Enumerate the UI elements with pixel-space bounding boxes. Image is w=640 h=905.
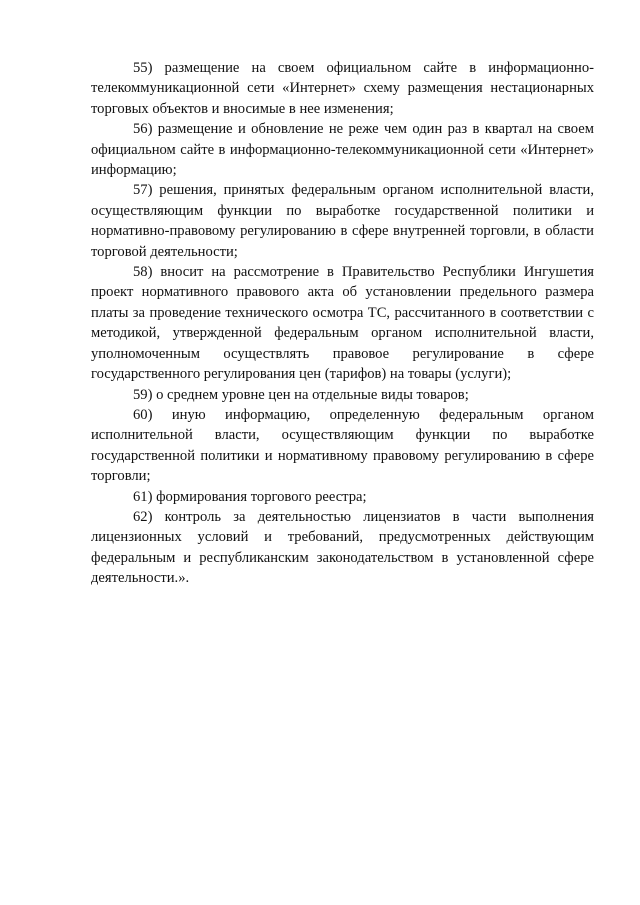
paragraph-item-61: 61) формирования торгового реестра;: [133, 488, 367, 505]
paragraph-item-60: 60) иную информацию, определенную федеральным органом исполнительной власти, осуществляющим функции по выработке государственной политики и нормативному правовому регулированию в сфере торговли;: [91, 406, 594, 485]
document-body: [91, 58, 594, 589]
paragraph-item-57: 57) решения, принятых федеральным органом исполнительной власти, осуществляющим функции по выработке государственной политики и нормативно-правовому регулированию в сфере внутренней торговли, в области торговой деятельности;: [91, 182, 594, 260]
paragraph-item-58: 58) вносит на рассмотрение в Правительство Республики Ингушетия проект нормативного правового акта об установлении предельного размера платы за проведение технического осмотра ТС, рассчитанного в соответствии с методикой, утвержденной федеральным органом исполнительной власти, уполномоченным осуществлять правовое регулирование в сфере государственного регулирования цен (тарифов) на товары (услуги);: [91, 264, 594, 383]
paragraph-item-56: 56) размещение и обновление не реже чем один раз в квартал на своем официальном сайте в информационно-телекоммуникационной сети «Интернет» информацию;: [91, 121, 594, 179]
paragraph-item-55: 55) размещение на своем официальном сайте в информационно-телекоммуникационной сети «Интернет» схему размещения нестационарных торговых объектов и вносимые в нее изменения;: [91, 60, 594, 117]
paragraph-item-59: 59) о среднем уровне цен на отдельные виды товаров;: [133, 386, 469, 403]
paragraph-item-62: 62) контроль за деятельностью лицензиатов в части выполнения лицензионных условий и требований, предусмотренных действующим федеральным и республиканским законодательством в установленной сфере деятельности.».: [91, 508, 594, 587]
